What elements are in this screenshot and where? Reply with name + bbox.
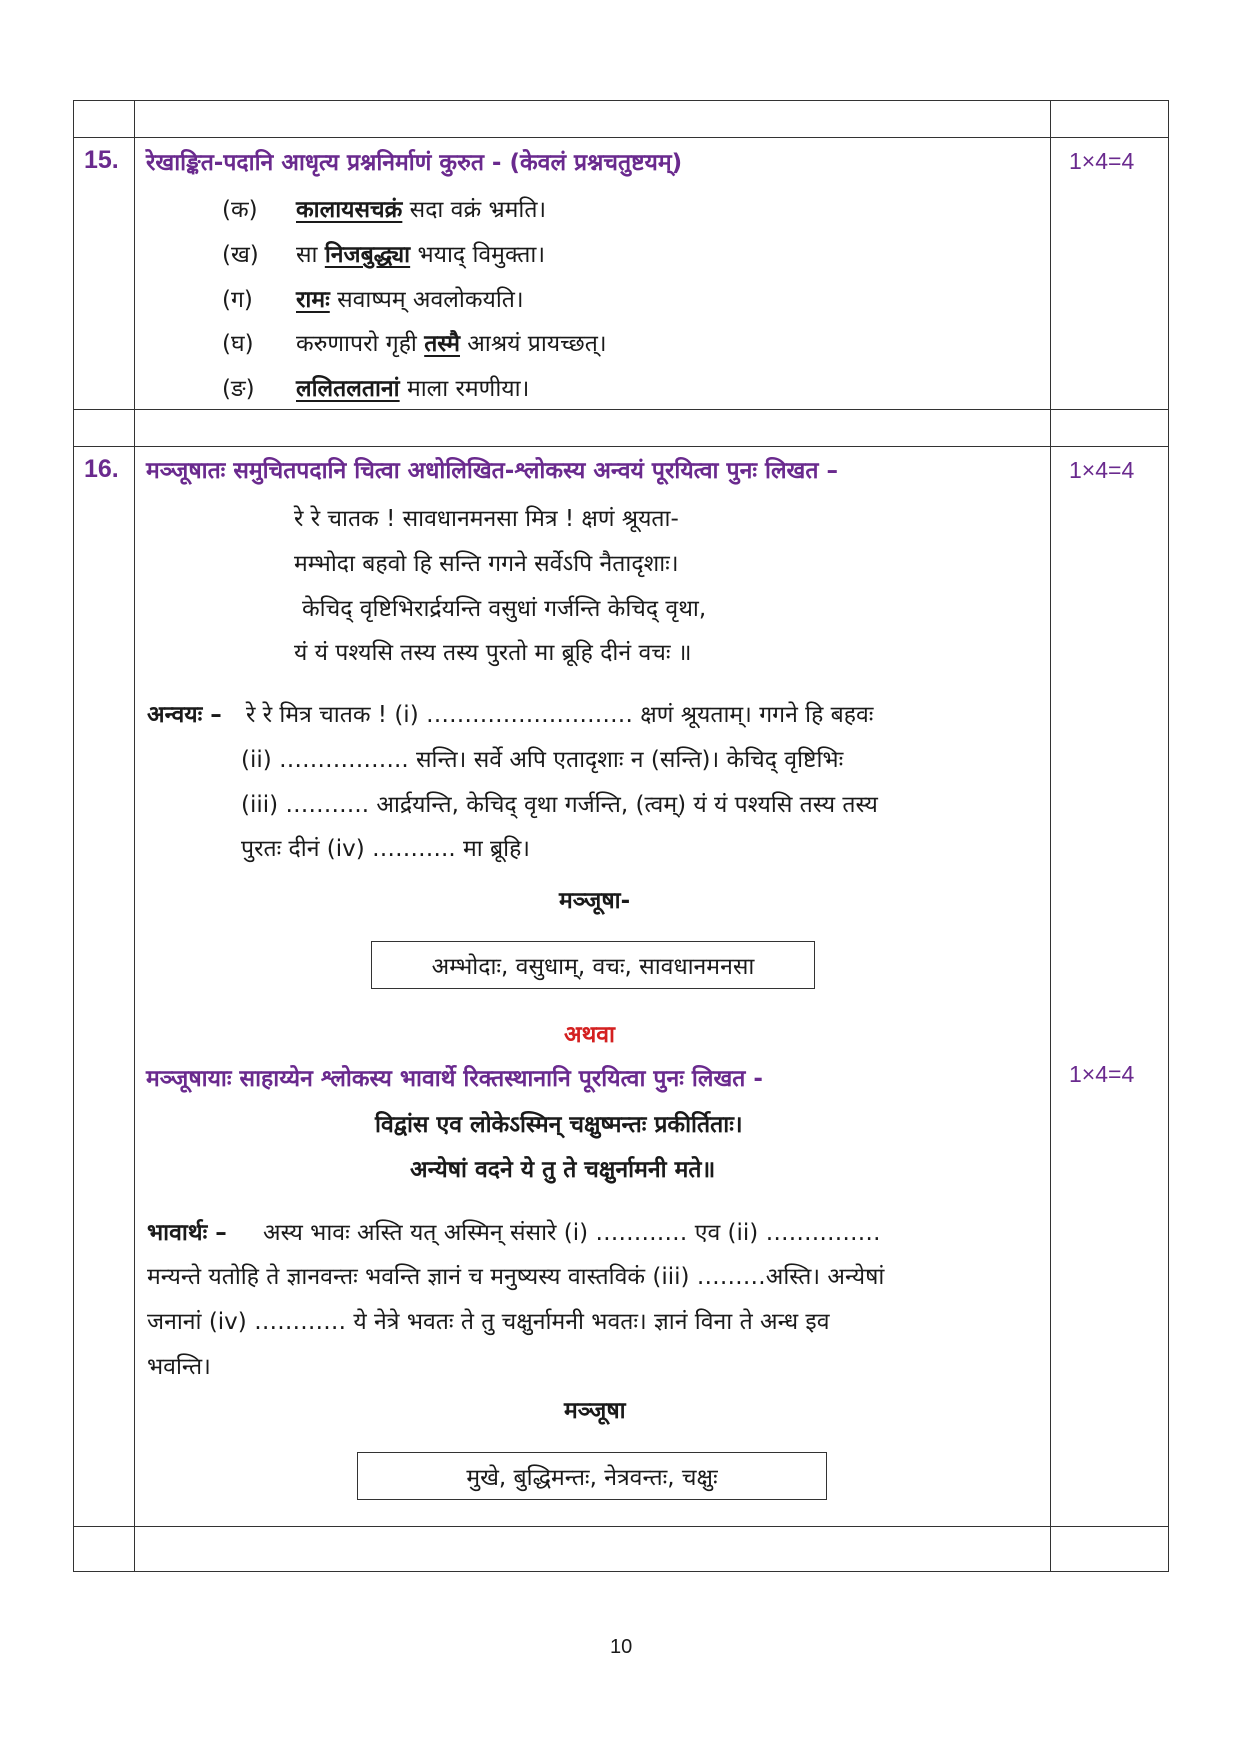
- table-border-right: [1168, 100, 1169, 1572]
- verse-line: केचिद् वृष्टिभिरार्द्रयन्ति वसुधां गर्जन्ति केचिद् वृथा,: [302, 596, 707, 622]
- word-box-2: मुखे, बुद्धिमन्तः, नेत्रवन्तः, चक्षुः: [357, 1452, 827, 1500]
- q15-item-label: (ङ): [222, 376, 255, 402]
- column-divider-number: [134, 100, 135, 1572]
- underlined-word: तस्मै: [424, 331, 460, 357]
- anvaya-line: रे रे मित्र चातक ! (i) ……………………… क्षणं श्रूयताम्। गगने हि बहवः: [246, 702, 874, 728]
- table-border-bottom: [73, 1571, 1169, 1572]
- verse-line: मम्भोदा बहवो हि सन्ति गगने सर्वेऽपि नैतादृशाः।: [294, 551, 679, 577]
- bhavartha-line: जनानां (iv) ………… ये नेत्रे भवतः ते तु चक्षुर्नामनी भवतः। ज्ञानं विना ते अन्ध इव: [147, 1309, 830, 1335]
- question-16-marks: 1×4=4: [1069, 457, 1135, 483]
- question-16-number: 16.: [84, 455, 119, 483]
- bhavartha-line: अस्य भावः अस्ति यत् अस्मिन् संसारे (i) ………… एव (ii) ……………: [263, 1220, 881, 1246]
- question-15-instruction: रेखाङ्कित-पदानि आधृत्य प्रश्ननिर्माणं कुरुत - (केवलं प्रश्नचतुष्टयम्): [146, 150, 683, 176]
- underlined-word: रामः: [296, 287, 330, 313]
- column-divider-marks: [1050, 100, 1051, 1572]
- anvaya-label: अन्वयः –: [147, 702, 222, 728]
- or-divider: अथवा: [564, 1022, 616, 1048]
- q15-item-label: (घ): [222, 331, 254, 357]
- sentence-rest: सदा वक्रं भ्रमति।: [402, 197, 547, 223]
- row-divider-4: [73, 1526, 1169, 1527]
- q15-item-label: (क): [222, 197, 258, 223]
- underlined-word: निजबुद्ध्या: [324, 242, 411, 268]
- q15-item-sentence: [296, 192, 546, 224]
- alternative-instruction: मञ्जूषायाः साहाय्येन श्लोकस्य भावार्थे रिक्तस्थानानि पूरयित्वा पुनः लिखत -: [146, 1066, 763, 1092]
- anvaya-line: (iii) ……….. आर्द्रयन्ति, केचिद् वृथा गर्जन्ति, (त्वम्) यं यं पश्यसि तस्य तस्य: [241, 792, 878, 818]
- verse-line: रे रे चातक ! सावधानमनसा मित्र ! क्षणं श्रूयता-: [294, 506, 679, 532]
- alternative-marks: 1×4=4: [1069, 1061, 1135, 1087]
- table-border-top: [73, 100, 1169, 101]
- q15-item-sentence: [296, 371, 529, 403]
- sentence-prefix: करुणापरो गृही: [296, 331, 425, 357]
- table-border-left: [73, 100, 74, 1572]
- row-divider-1: [73, 137, 1169, 138]
- verse-line: यं यं पश्यसि तस्य तस्य पुरतो मा ब्रूहि दीनं वचः ॥: [294, 640, 692, 666]
- q15-item-label: (ख): [222, 242, 259, 268]
- row-divider-2: [73, 409, 1169, 410]
- sentence-rest: आश्रयं प्रायच्छत्।: [460, 331, 607, 357]
- anvaya-line: पुरतः दीनं (iv) ……….. मा ब्रूहि।: [241, 836, 531, 862]
- bhavartha-label: भावार्थः –: [147, 1220, 227, 1246]
- underlined-word: ललितलतानां: [296, 376, 400, 402]
- underlined-word: कालायसचक्रं: [296, 197, 403, 223]
- page-number: 10: [610, 1636, 633, 1658]
- sentence-rest: भयाद् विमुक्ता।: [410, 242, 546, 268]
- question-15-marks: 1×4=4: [1069, 148, 1135, 174]
- q15-item-sentence: [296, 326, 607, 358]
- alt-verse-line: विद्वांस एव लोकेऽस्मिन् चक्षुष्मन्तः प्रकीर्तिताः।: [375, 1112, 743, 1138]
- word-box-title: मञ्जूषा-: [559, 888, 631, 914]
- sentence-rest: सवाष्पम् अवलोकयति।: [329, 287, 524, 313]
- sentence-prefix: सा: [296, 242, 325, 268]
- q15-item-label: (ग): [222, 287, 253, 313]
- bhavartha-line: भवन्ति।: [147, 1354, 211, 1380]
- row-divider-3: [73, 446, 1169, 447]
- question-16-instruction: मञ्जूषातः समुचितपदानि चित्वा अधोलिखित-श्लोकस्य अन्वयं पूरयित्वा पुनः लिखत –: [146, 458, 838, 484]
- sentence-rest: माला रमणीया।: [399, 376, 530, 402]
- q15-item-sentence: [296, 237, 545, 269]
- q15-item-sentence: [296, 282, 524, 314]
- alt-verse-line: अन्येषां वदने ये तु ते चक्षुर्नामनी मते॥: [410, 1157, 716, 1183]
- word-box: अम्भोदाः, वसुधाम्, वचः, सावधानमनसा: [371, 941, 815, 989]
- word-box-2-title: मञ्जूषा: [564, 1398, 626, 1424]
- anvaya-line: (ii) …………….. सन्ति। सर्वे अपि एतादृशाः न (सन्ति)। केचिद् वृष्टिभिः: [241, 747, 844, 773]
- bhavartha-line: मन्यन्ते यतोहि ते ज्ञानवन्तः भवन्ति ज्ञानं च मनुष्यस्य वास्तविकं (iii) ………अस्ति। अन्येषां: [147, 1264, 885, 1290]
- question-15-number: 15.: [84, 146, 119, 174]
